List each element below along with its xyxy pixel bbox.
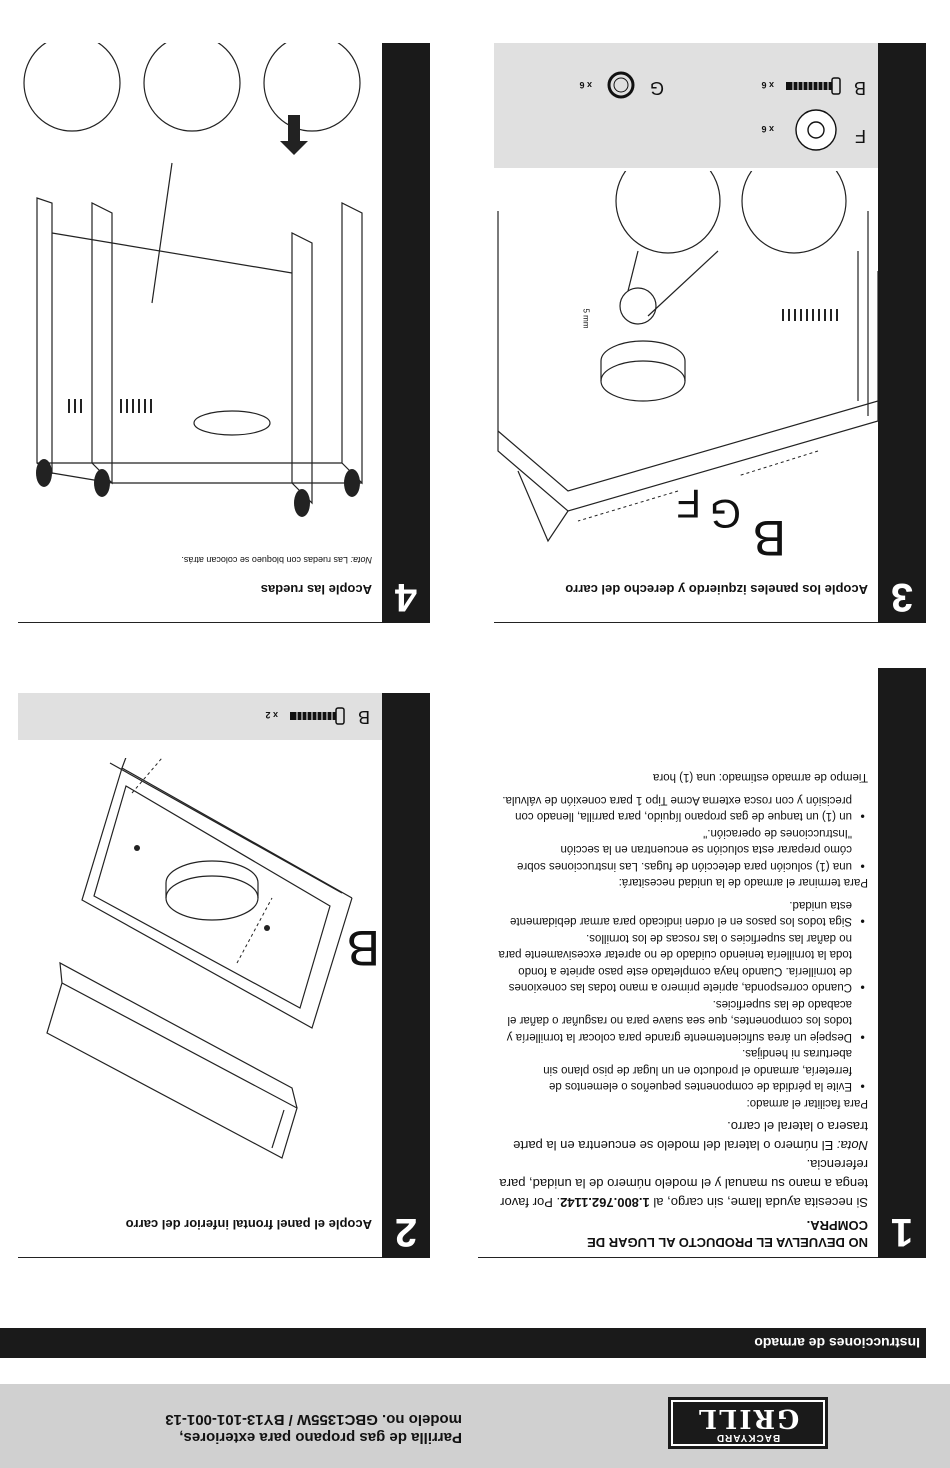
step3-parts-box [494,43,878,168]
step2-side-bar [382,693,430,1206]
step1-body [496,769,868,1212]
part-f-letter: F [855,126,866,146]
step2-number: 2 [382,1206,430,1258]
step4-note: Nota: Las ruedas con bloqueo se colocan atrás. [181,555,372,565]
step1-title-line2: COMPRA. [806,1218,868,1233]
ease-item: ● Cuando corresponda, apriete primero a mano todas las conexiones de tornillería. Cuando haya completado este paso apriete a fondo toda la tornillería teniendo cuidado de no apretar excesivamente para no dañar las superficies o las roscas de los tornillos. [496,930,868,996]
ease-item: ● Despeje un área suficientemente grande para colocar la tornillería y todos los componentes, que sea suave para no rasguñar o dañar el acabado de las superficies. [496,996,868,1046]
brand-top-text: BACKYARD [715,1432,781,1443]
step3-side-bar [878,43,926,571]
need-item: ● un (1) un tanque de gas propano líquido, para parrilla, llenado con precisión y con rosca externa Acme Tipo 1 para conexión de válvula. [496,792,868,825]
step4-illustration [18,43,382,543]
phone-number: 1.800.762.1142 [560,1195,650,1210]
part-b-qty: x 6 [761,80,774,90]
flat-washer-icon [794,108,838,152]
arrow-up-icon [280,115,308,155]
screw-marker [264,925,270,931]
step1-block [478,668,926,1258]
page-header [0,1384,950,1468]
step4-side-bar [382,43,430,571]
step4-heading [18,571,430,623]
step1-intro: Si necesita ayuda llame, sin cargo, al 1.800.762.1142. Por favor tenga a mano su manual y el modelo número de la unidad, para referencia. [499,1157,868,1210]
step1-title [587,1217,868,1251]
step3-callout-g: G [709,491,741,535]
step1-title-line1: NO DEVUELVA EL PRODUCTO AL LUGAR DE [587,1235,868,1250]
step3-block [494,43,926,623]
step1-side-bar [878,668,926,1206]
step3-callout-f: F [676,481,701,525]
step3-callout-b: B [752,510,786,566]
brand-logo [668,1397,828,1449]
step1-need-heading: Para terminar el armado de la unidad necesitará: [618,876,868,889]
product-title [62,1410,462,1446]
product-title-line1: Parrilla de gas propano para exteriores, [179,1429,462,1446]
step1-note: Nota: El número o lateral del modelo se encuentra en la parte trasera o lateral el carro. [513,1119,868,1153]
ease-item: ● Evite la pérdida de componentes pequeños o elementos de ferretería, armando el producto en un lugar de piso plano sin aberturas ni hendijas. [496,1045,868,1095]
part-g-letter: G [649,78,664,98]
section-bar [0,1328,926,1358]
part-f-qty: x 6 [761,124,774,134]
step4-title: Acople las ruedas [260,582,372,597]
screw-icon [286,706,346,726]
brand-main-text: GRILL [696,1403,800,1433]
step4-number: 4 [382,571,430,623]
step4-block [18,43,430,623]
step2-callout-b: B [346,920,380,976]
step2-title: Acople el panel frontal inferior del carro [125,1217,372,1232]
part-b-letter: B [357,707,370,727]
step3-heading [494,571,926,623]
step2-parts-box [18,693,382,740]
lock-washer-icon [604,70,638,100]
step1-heading [478,1206,926,1258]
part-b-letter: B [853,78,866,98]
ease-item: ● Siga todos los pasos en el orden indicado para armar debidamente esta unidad. [496,897,868,930]
step2-block [18,693,430,1258]
section-bar-title: Instrucciones de armado [754,1335,920,1351]
step1-time: Tiempo de armado estimado: una (1) hora [653,771,868,784]
screw-icon [782,76,842,96]
need-item: ● una (1) solución para detección de fugas. Las instrucciones sobre cómo preparar esta solución se encuentran en la sección "Instrucciones de operación." [496,825,868,875]
dim-label: 5 mm [581,308,591,329]
screw-marker [134,845,140,851]
product-title-line2: modelo no. GBC1355W / BY13-101-001-13 [165,1411,462,1428]
step3-title: Acople los paneles izquierdo y derecho del carro [565,582,868,597]
step2-illustration [18,758,382,1198]
part-b-qty: x 2 [265,710,278,720]
part-g-qty: x 6 [579,80,592,90]
step2-heading [18,1206,430,1258]
step1-number: 1 [878,1206,926,1258]
step1-ease-heading: Para facilitar el armado: [746,1097,868,1109]
step3-number: 3 [878,571,926,623]
